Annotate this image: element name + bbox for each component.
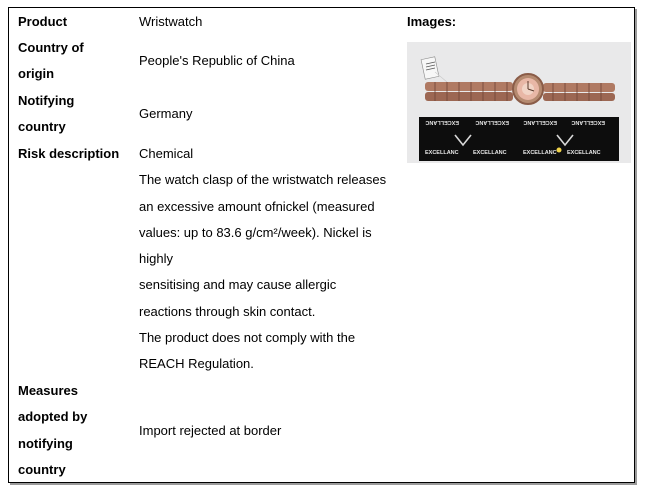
risk-description-label: Risk description — [18, 146, 120, 161]
product-label: Product — [18, 14, 68, 29]
product-photo — [407, 42, 631, 163]
svg-text:EXCELLANC: EXCELLANC — [475, 119, 509, 125]
risk-line: Chemical — [139, 146, 194, 161]
risk-line: an excessive amount ofnickel (measured — [139, 198, 375, 214]
risk-line: reactions through skin contact. — [139, 303, 316, 319]
svg-text:EXCELLANC: EXCELLANC — [523, 150, 557, 156]
risk-line: values: up to 83.6 g/cm²/week). Nickel is — [139, 224, 372, 240]
svg-text:EXCELLANC: EXCELLANC — [571, 119, 605, 125]
notifying-country-value: Germany — [139, 106, 193, 121]
svg-text:EXCELLANC: EXCELLANC — [523, 119, 557, 125]
risk-line: highly — [139, 251, 173, 267]
measures-label: Measures adopted by notifying country — [18, 383, 88, 477]
country-of-origin-value: People's Republic of China — [139, 53, 295, 68]
risk-line: sensitising and may cause allergic — [139, 277, 337, 293]
watch-face-icon — [513, 74, 543, 104]
risk-line: The product does not comply with the — [139, 330, 356, 346]
product-info-card — [8, 7, 635, 483]
product-value: Wristwatch — [139, 14, 203, 29]
risk-line: REACH Regulation. — [139, 356, 254, 372]
svg-text:EXCELLANC: EXCELLANC — [567, 150, 601, 156]
gift-box-icon — [419, 117, 619, 161]
images-heading: Images: — [407, 14, 457, 29]
risk-line: The watch clasp of the wristwatch releases — [139, 172, 387, 188]
svg-text:EXCELLANC: EXCELLANC — [425, 119, 459, 125]
wristwatch-photo-illustration — [407, 42, 631, 163]
svg-text:EXCELLANC: EXCELLANC — [473, 150, 507, 156]
svg-text:EXCELLANC: EXCELLANC — [425, 150, 459, 156]
notifying-country-label: Notifying country — [18, 93, 75, 135]
country-of-origin-label: Country of origin — [18, 40, 84, 82]
measures-value: Import rejected at border — [139, 423, 282, 438]
risk-description-text — [139, 141, 386, 378]
